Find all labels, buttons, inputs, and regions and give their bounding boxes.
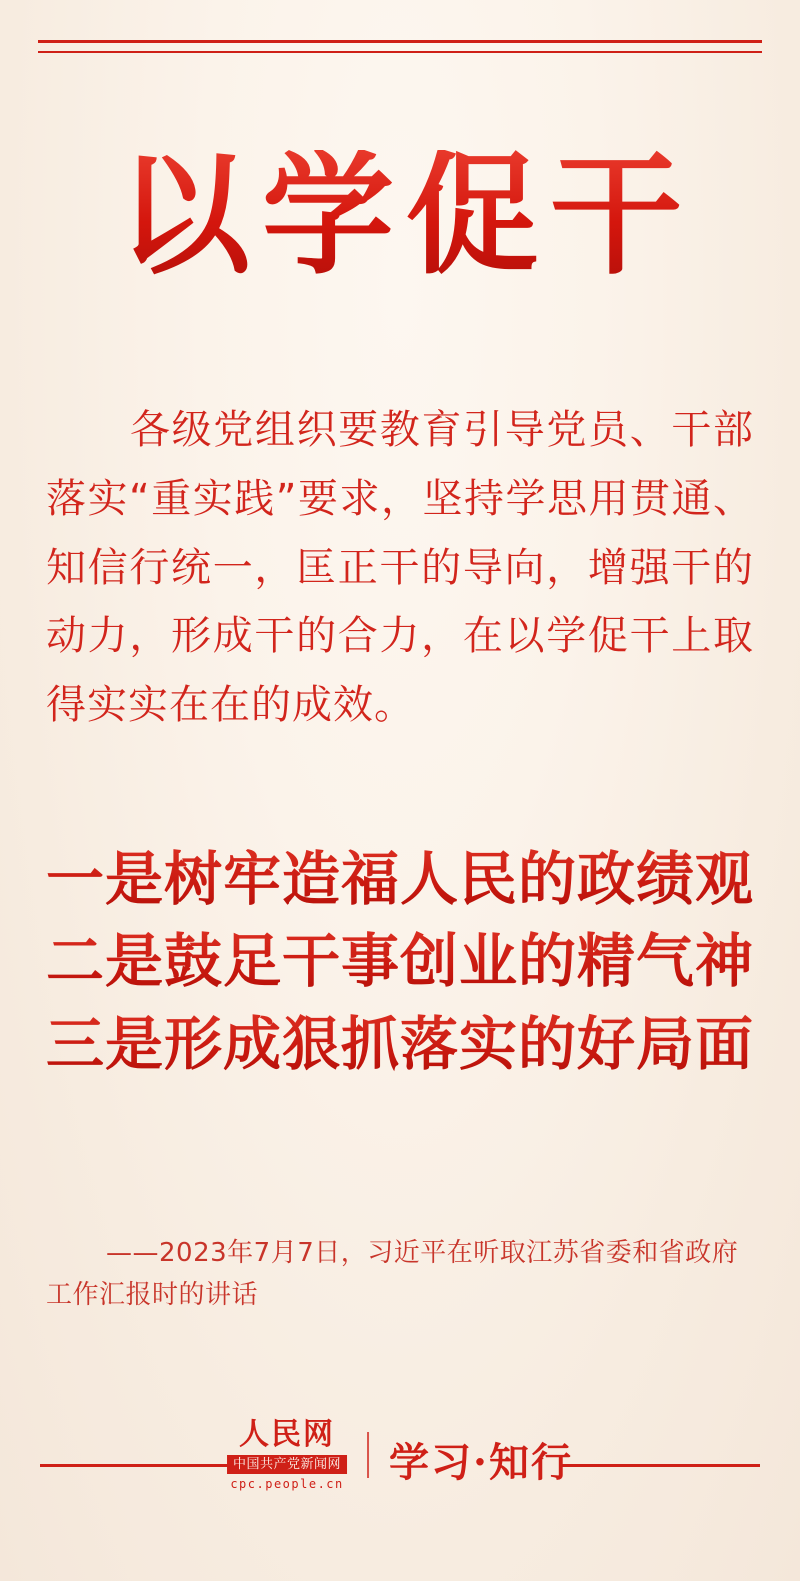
footer bbox=[0, 1417, 800, 1510]
footer-divider-left bbox=[40, 1464, 240, 1467]
quote-paragraph: 各级党组织要教育引导党员、干部落实“重实践”要求，坚持学思用贯通、知信行统一，匡正干的导向，增强干的动力，形成干的合力，在以学促干上取得实实在在的成效。 bbox=[46, 407, 754, 729]
people-cn-logo[interactable] bbox=[227, 1417, 347, 1491]
key-points-list bbox=[40, 838, 760, 1085]
key-point-item: 二是鼓足干事创业的精气神 bbox=[40, 920, 760, 1002]
top-divider-line-2 bbox=[38, 51, 762, 53]
brand-subtitle: 中国共产党新闻网 bbox=[227, 1455, 347, 1474]
top-divider-line-1 bbox=[38, 40, 762, 43]
footer-brand-separator bbox=[367, 1432, 369, 1478]
footer-brand-group bbox=[227, 1417, 573, 1491]
footer-divider-right bbox=[560, 1464, 760, 1467]
key-point-item: 一是树牢造福人民的政绩观 bbox=[40, 838, 760, 920]
footer-slogan: 学习·知行 bbox=[389, 1438, 573, 1486]
key-point-item: 三是形成狠抓落实的好局面 bbox=[40, 1003, 760, 1085]
brand-url: cpc.people.cn bbox=[230, 1477, 344, 1491]
page-title: 以学促干 bbox=[0, 150, 800, 282]
brand-name: 人民网 bbox=[239, 1417, 336, 1452]
source-attribution: ——2023年7月7日，习近平在听取江苏省委和省政府工作汇报时的讲话 bbox=[46, 1238, 739, 1311]
top-divider bbox=[38, 40, 762, 54]
